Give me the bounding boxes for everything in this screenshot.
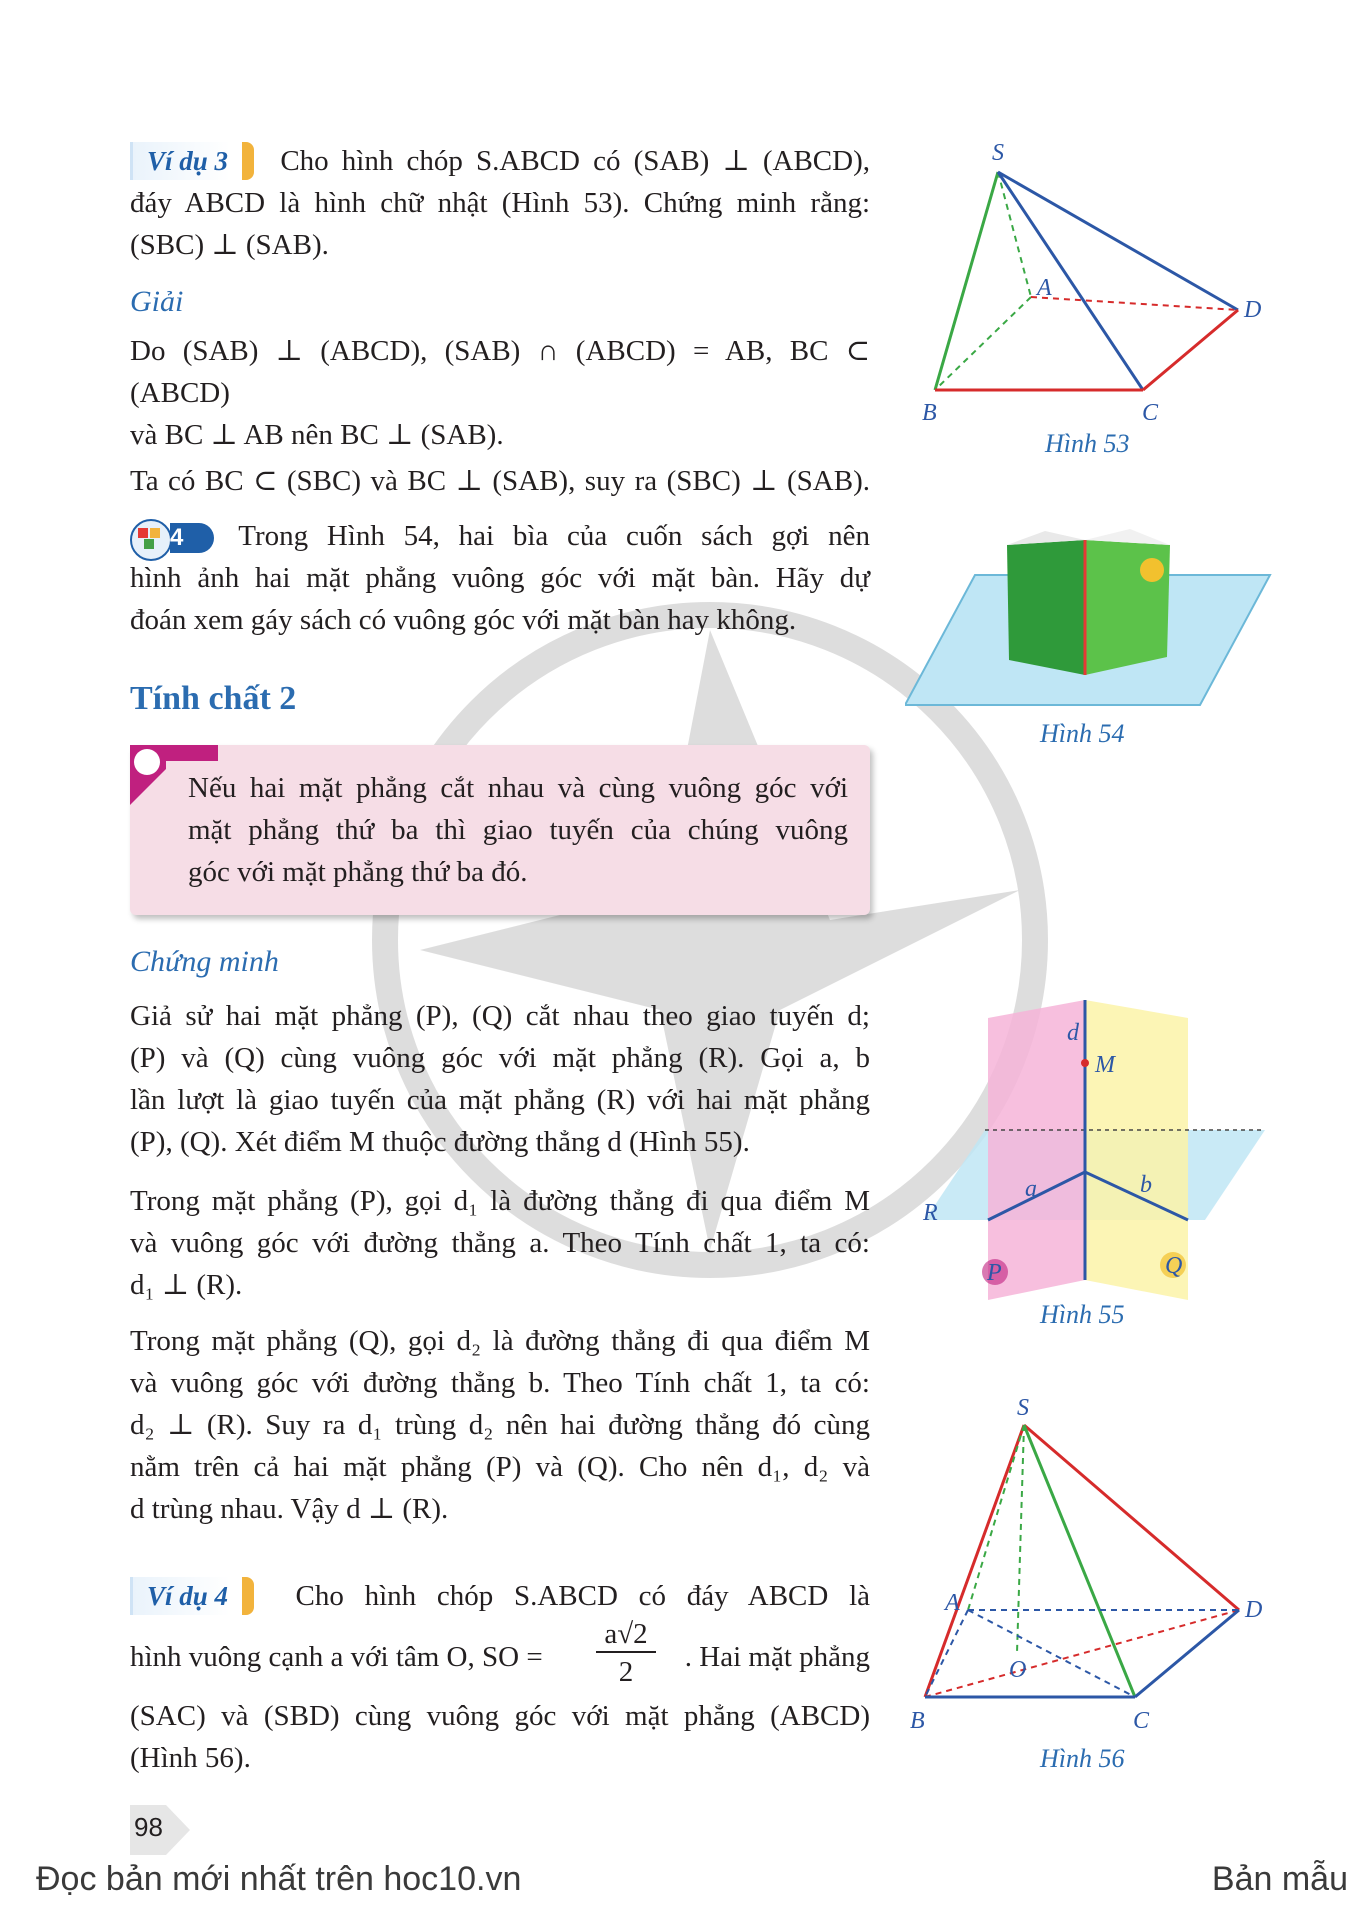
- proof-3-line-2: và vuông góc với đường thẳng b. Theo Tính chất 1, ta có:: [130, 1367, 870, 1399]
- figure-53: [910, 140, 1270, 460]
- activity-4-line-1: 4 Trong Hình 54, hai bìa của cuốn sách gợi nên: [130, 515, 870, 557]
- example-4-line-3: (SAC) và (SBD) cùng vuông góc với mặt phẳng (ABCD): [130, 1700, 870, 1732]
- property-box: [130, 745, 870, 915]
- fig53-label-C: C: [1142, 400, 1159, 426]
- proof-2-line-1: Trong mặt phẳng (P), gọi d₁ là đường thẳng đi qua điểm M: [130, 1185, 870, 1217]
- fig55-label-Q: Q: [1165, 1253, 1183, 1279]
- fig55-label-d: d: [1067, 1020, 1079, 1046]
- fig56-label-B: B: [910, 1708, 925, 1734]
- fig53-label-S: S: [992, 140, 1004, 166]
- solution-label: Giải: [130, 285, 184, 318]
- property-title: Tính chất 2: [130, 680, 297, 717]
- proof-2-line-2: và vuông góc với đường thẳng a. Theo Tính chất 1, ta có:: [130, 1227, 870, 1259]
- proof-1-line-4: (P), (Q). Xét điểm M thuộc đường thẳng d (Hình 55).: [130, 1126, 750, 1158]
- page-number: 98: [134, 1812, 163, 1842]
- solution-text: [130, 330, 870, 502]
- fig55-caption: Hình 55: [1040, 1300, 1125, 1329]
- fig55-label-a: a: [1025, 1176, 1037, 1202]
- example-4-line-1: Ví dụ 4 Cho hình chóp S.ABCD có đáy ABCD là: [130, 1575, 870, 1617]
- fig53-caption: Hình 53: [1045, 429, 1130, 458]
- proof-label: Chứng minh: [130, 945, 279, 978]
- example-4-line-4: (Hình 56).: [130, 1742, 251, 1774]
- example-3-block: [130, 140, 870, 266]
- fig55-label-R: R: [923, 1200, 938, 1226]
- solution-line-2: và BC ⊥ AB nên BC ⊥ (SAB).: [130, 419, 504, 451]
- fig54-caption: Hình 54: [1040, 719, 1125, 748]
- fig53-label-A: A: [1037, 275, 1052, 301]
- fig53-label-D: D: [1244, 297, 1262, 323]
- example-3-tag: Ví dụ 3: [130, 142, 254, 180]
- proof-1-line-2: (P) và (Q) cùng vuông góc với mặt phẳng (R). Gọi a, b: [130, 1042, 870, 1074]
- example-4-block: [130, 1575, 870, 1779]
- fig56-label-S: S: [1017, 1395, 1029, 1421]
- proof-3-line-1: Trong mặt phẳng (Q), gọi d₂ là đường thẳng đi qua điểm M: [130, 1325, 870, 1357]
- fig55-label-P: P: [987, 1260, 1002, 1286]
- activity-number: 4: [170, 523, 214, 553]
- proof-para-2: [130, 1180, 870, 1306]
- fig56-label-D: D: [1245, 1597, 1263, 1623]
- fraction-numerator: a√2: [596, 1617, 656, 1653]
- fig55-label-M: M: [1095, 1052, 1115, 1078]
- property-icon: [134, 749, 160, 775]
- proof-para-1: [130, 995, 870, 1163]
- example-4-tag: Ví dụ 4: [130, 1577, 254, 1615]
- activity-4-line-2: hình ảnh hai mặt phẳng vuông góc với mặt bàn. Hãy dự: [130, 562, 870, 595]
- figure-54: [905, 525, 1275, 755]
- fig56-label-A: A: [945, 1590, 960, 1616]
- proof-1-line-1: Giả sử hai mặt phẳng (P), (Q) cắt nhau theo giao tuyến d;: [130, 1000, 870, 1032]
- proof-3-line-4: nằm trên cả hai mặt phẳng (P) và (Q). Cho nên d₁, d₂ và: [130, 1451, 870, 1483]
- proof-2-line-3: d₁ ⊥ (R).: [130, 1269, 243, 1301]
- fig56-label-C: C: [1133, 1708, 1150, 1734]
- fig53-label-B: B: [922, 400, 937, 426]
- fig56-label-O: O: [1009, 1657, 1027, 1683]
- footer-link[interactable]: Đọc bản mới nhất trên hoc10.vn: [36, 1860, 522, 1898]
- proof-3-line-5: d trùng nhau. Vậy d ⊥ (R).: [130, 1493, 449, 1525]
- property-line-3: góc với mặt phẳng thứ ba đó.: [188, 856, 528, 888]
- proof-para-3: [130, 1320, 870, 1530]
- solution-line-3: Ta có BC ⊂ (SBC) và BC ⊥ (SAB), suy ra (SBC) ⊥ (SAB).: [130, 465, 870, 497]
- property-line-2: mặt phẳng thứ ba thì giao tuyến của chúng vuông: [188, 814, 848, 846]
- proof-1-line-3: lần lượt là giao tuyến của mặt phẳng (R) với hai mặt phẳng: [130, 1084, 870, 1116]
- fig56-caption: Hình 56: [1040, 1744, 1125, 1773]
- figure-56: [905, 1395, 1275, 1775]
- fraction-denominator: 2: [618, 1656, 634, 1688]
- example-3-line-3: (SBC) ⊥ (SAB).: [130, 229, 329, 261]
- example-3-line-1: Ví dụ 3 Cho hình chóp S.ABCD có (SAB) ⊥ (ABCD),: [130, 140, 870, 182]
- activity-4-block: [130, 515, 870, 641]
- fig55-label-b: b: [1140, 1172, 1152, 1198]
- property-line-1: Nếu hai mặt phẳng cắt nhau và cùng vuông góc với: [188, 772, 848, 804]
- solution-line-1: Do (SAB) ⊥ (ABCD), (SAB) ∩ (ABCD) = AB, BC ⊂ (ABCD): [130, 335, 870, 409]
- proof-3-line-3: d₂ ⊥ (R). Suy ra d₁ trùng d₂ nên hai đường thẳng đó cùng: [130, 1409, 870, 1441]
- activity-icon: [130, 519, 220, 557]
- example-4-line-2: hình vuông cạnh a với tâm O, SO = a√2 2 . Hai mặt phẳng: [130, 1618, 870, 1688]
- property-text: [188, 767, 848, 893]
- example-3-line-2: đáy ABCD là hình chữ nhật (Hình 53). Chứng minh rằng:: [130, 187, 870, 219]
- footer-sample-label: Bản mẫu: [1211, 1860, 1348, 1898]
- activity-4-line-3: đoán xem gáy sách có vuông góc với mặt bàn hay không.: [130, 604, 797, 637]
- figure-55: [905, 1000, 1275, 1330]
